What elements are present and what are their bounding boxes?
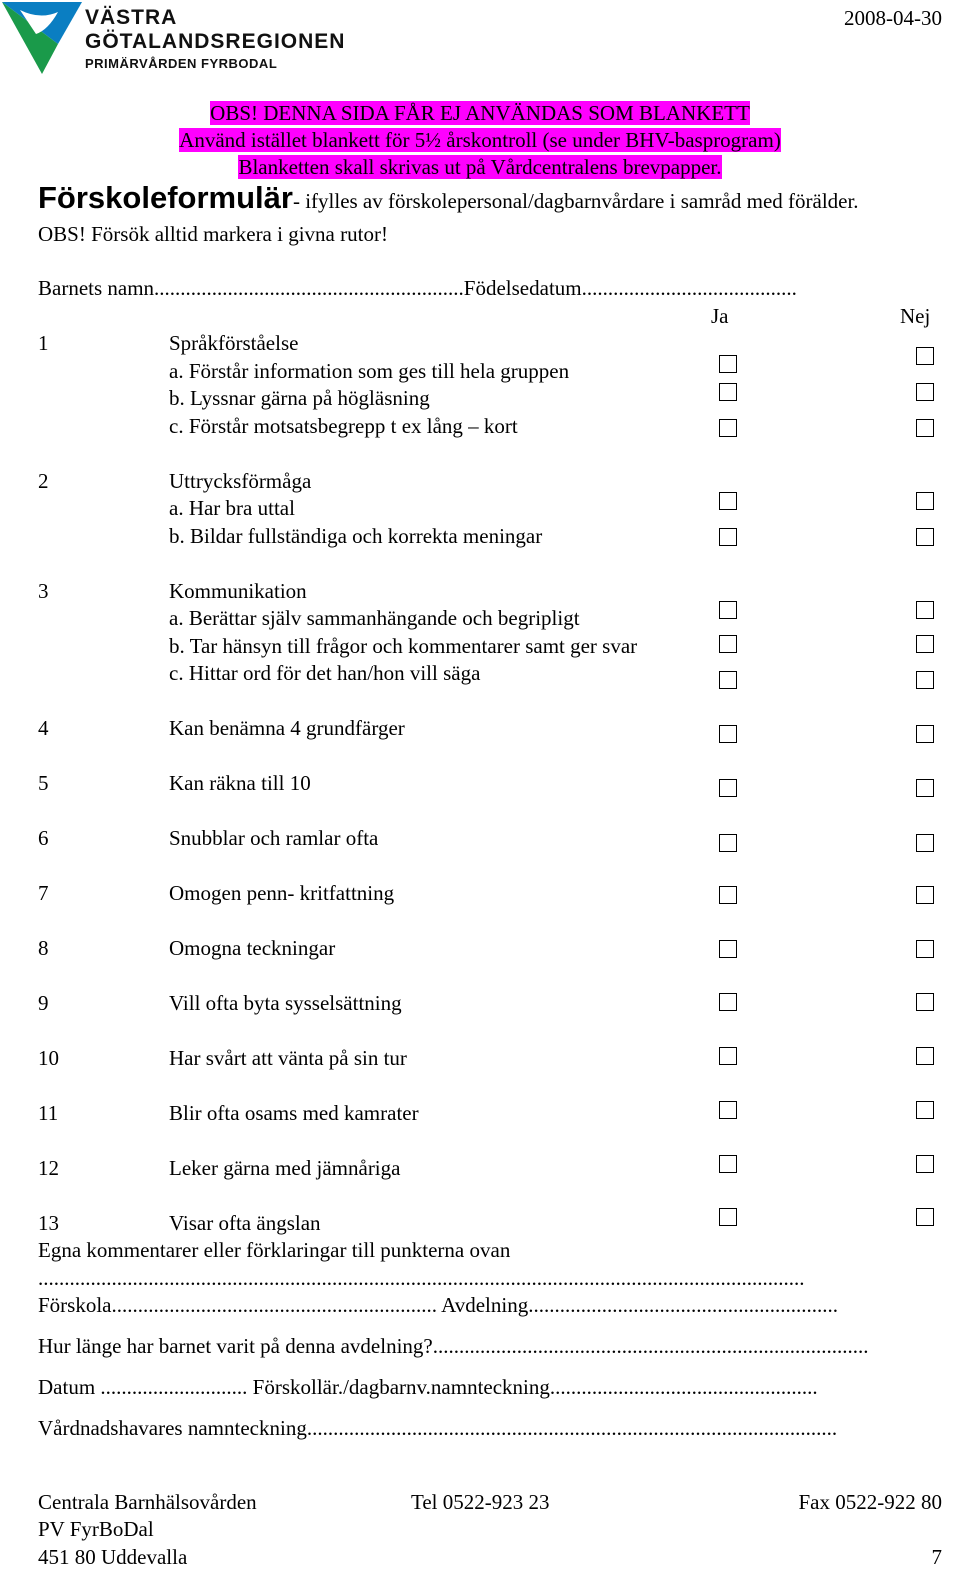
checkbox-nej[interactable] (916, 635, 934, 653)
question-text: b. Lyssnar gärna på högläsning (169, 386, 430, 410)
question-text: Snubblar och ramlar ofta (169, 826, 379, 850)
checkbox-ja[interactable] (719, 1047, 737, 1065)
vgr-logo-icon (0, 0, 84, 76)
footer-fax: Fax 0522-922 80 (798, 1490, 942, 1514)
question-number: 12 (38, 1156, 59, 1180)
preschool-department-line[interactable]: Förskola.............................................................. Avdelning........................................................... (38, 1293, 838, 1317)
checkbox-nej[interactable] (916, 492, 934, 510)
footer-pv: PV FyrBoDal (38, 1517, 154, 1541)
column-nej: Nej (900, 304, 931, 328)
duration-line[interactable]: Hur länge har barnet varit på denna avdelning?................................................................................... (38, 1334, 869, 1358)
checkbox-nej[interactable] (916, 347, 934, 365)
question-text: Blir ofta osams med kamrater (169, 1101, 419, 1125)
checkbox-nej[interactable] (916, 419, 934, 437)
section-title: Kommunikation (169, 579, 307, 603)
section-title: Uttrycksförmåga (169, 469, 312, 493)
question-text: Leker gärna med jämnåriga (169, 1156, 401, 1180)
checkbox-nej[interactable] (916, 528, 934, 546)
checkbox-nej[interactable] (916, 779, 934, 797)
question-text: c. Förstår motsatsbegrepp t ex lång – kort (169, 414, 518, 438)
question-text: a. Förstår information som ges till hela gruppen (169, 359, 570, 383)
section-number: 2 (38, 469, 49, 493)
notice-line-3: Blanketten skall skrivas ut på Vårdcentralens brevpapper. (238, 155, 722, 179)
section-number: 3 (38, 579, 49, 603)
notice-line-1: OBS! DENNA SIDA FÅR EJ ANVÄNDAS SOM BLANKETT (210, 101, 750, 125)
question-text: Har svårt att vänta på sin tur (169, 1046, 407, 1070)
section-title: Språkförståelse (169, 331, 299, 355)
question-text: Kan räkna till 10 (169, 771, 311, 795)
question-number: 7 (38, 881, 49, 905)
form-title: Förskoleformulär (38, 180, 293, 215)
checkbox-nej[interactable] (916, 383, 934, 401)
question-text: a. Har bra uttal (169, 496, 295, 520)
name-birthdate-line: Barnets namn...........................................................Födelsedatum......................................... (38, 276, 797, 300)
checkbox-nej[interactable] (916, 940, 934, 958)
checkbox-ja[interactable] (719, 671, 737, 689)
checkbox-ja[interactable] (719, 940, 737, 958)
document-date: 2008-04-30 (844, 6, 942, 30)
checkbox-ja[interactable] (719, 635, 737, 653)
checkbox-nej[interactable] (916, 1155, 934, 1173)
question-text: Vill ofta byta sysselsättning (169, 991, 402, 1015)
checkbox-nej[interactable] (916, 886, 934, 904)
checkbox-ja[interactable] (719, 492, 737, 510)
notice-line-2: Använd istället blankett för 5½ årskontroll (se under BHV-basprogram) (179, 128, 781, 152)
form-subtitle: - ifylles av förskolepersonal/dagbarnvårdare i samråd med förälder. (292, 189, 859, 213)
checkbox-ja[interactable] (719, 834, 737, 852)
checkbox-ja[interactable] (719, 601, 737, 619)
checkbox-ja[interactable] (719, 1101, 737, 1119)
question-text: Visar ofta ängslan (169, 1211, 321, 1235)
checkbox-nej[interactable] (916, 993, 934, 1011)
logo-line-1: VÄSTRA (85, 6, 178, 29)
question-text: c. Hittar ord för det han/hon vill säga (169, 661, 481, 685)
checkbox-ja[interactable] (719, 993, 737, 1011)
logo-line-3: PRIMÄRVÅRDEN FYRBODAL (85, 56, 278, 71)
question-number: 10 (38, 1046, 59, 1070)
question-text: b. Bildar fullständiga och korrekta meningar (169, 524, 543, 548)
vgr-logo (0, 0, 360, 80)
checkbox-ja[interactable] (719, 383, 737, 401)
checkbox-ja[interactable] (719, 1155, 737, 1173)
checkbox-ja[interactable] (719, 355, 737, 373)
checkbox-nej[interactable] (916, 725, 934, 743)
checkbox-nej[interactable] (916, 1047, 934, 1065)
question-number: 6 (38, 826, 49, 850)
checkbox-ja[interactable] (719, 886, 737, 904)
question-number: 13 (38, 1211, 59, 1235)
question-text: a. Berättar själv sammanhängande och begripligt (169, 606, 580, 630)
footer-org: Centrala Barnhälsovården (38, 1490, 257, 1514)
checkbox-ja[interactable] (719, 725, 737, 743)
checkbox-nej[interactable] (916, 834, 934, 852)
checkbox-nej[interactable] (916, 1208, 934, 1226)
question-number: 9 (38, 991, 49, 1015)
checkbox-nej[interactable] (916, 671, 934, 689)
checkbox-nej[interactable] (916, 1101, 934, 1119)
question-text: Kan benämna 4 grundfärger (169, 716, 405, 740)
question-number: 8 (38, 936, 49, 960)
comments-field[interactable]: .................................................................................................................................................. (38, 1266, 805, 1290)
question-text: Omogen penn- kritfattning (169, 881, 395, 905)
instruction: OBS! Försök alltid markera i givna rutor! (38, 222, 388, 246)
footer-tel: Tel 0522-923 23 (411, 1490, 550, 1514)
question-text: Omogna teckningar (169, 936, 336, 960)
checkbox-ja[interactable] (719, 779, 737, 797)
question-number: 11 (38, 1101, 59, 1125)
question-number: 5 (38, 771, 49, 795)
question-text: b. Tar hänsyn till frågor och kommentarer samt ger svar (169, 634, 638, 658)
comments-label: Egna kommentarer eller förklaringar till punkterna ovan (38, 1238, 511, 1262)
date-signature-line[interactable]: Datum ............................ Förskollär./dagbarnv.namnteckning................................................... (38, 1375, 818, 1399)
checkbox-ja[interactable] (719, 528, 737, 546)
checkbox-nej[interactable] (916, 601, 934, 619)
question-number: 4 (38, 716, 49, 740)
page-number: 7 (931, 1545, 942, 1569)
footer-address: 451 80 Uddevalla (38, 1545, 188, 1569)
form-title-row (38, 180, 859, 216)
section-number: 1 (38, 331, 49, 355)
checkbox-ja[interactable] (719, 419, 737, 437)
notice-block (0, 100, 960, 181)
column-ja: Ja (711, 304, 729, 328)
logo-line-2: GÖTALANDSREGIONEN (85, 30, 346, 53)
checkbox-ja[interactable] (719, 1208, 737, 1226)
guardian-signature-line[interactable]: Vårdnadshavares namnteckning..................................................................................................... (38, 1416, 838, 1440)
